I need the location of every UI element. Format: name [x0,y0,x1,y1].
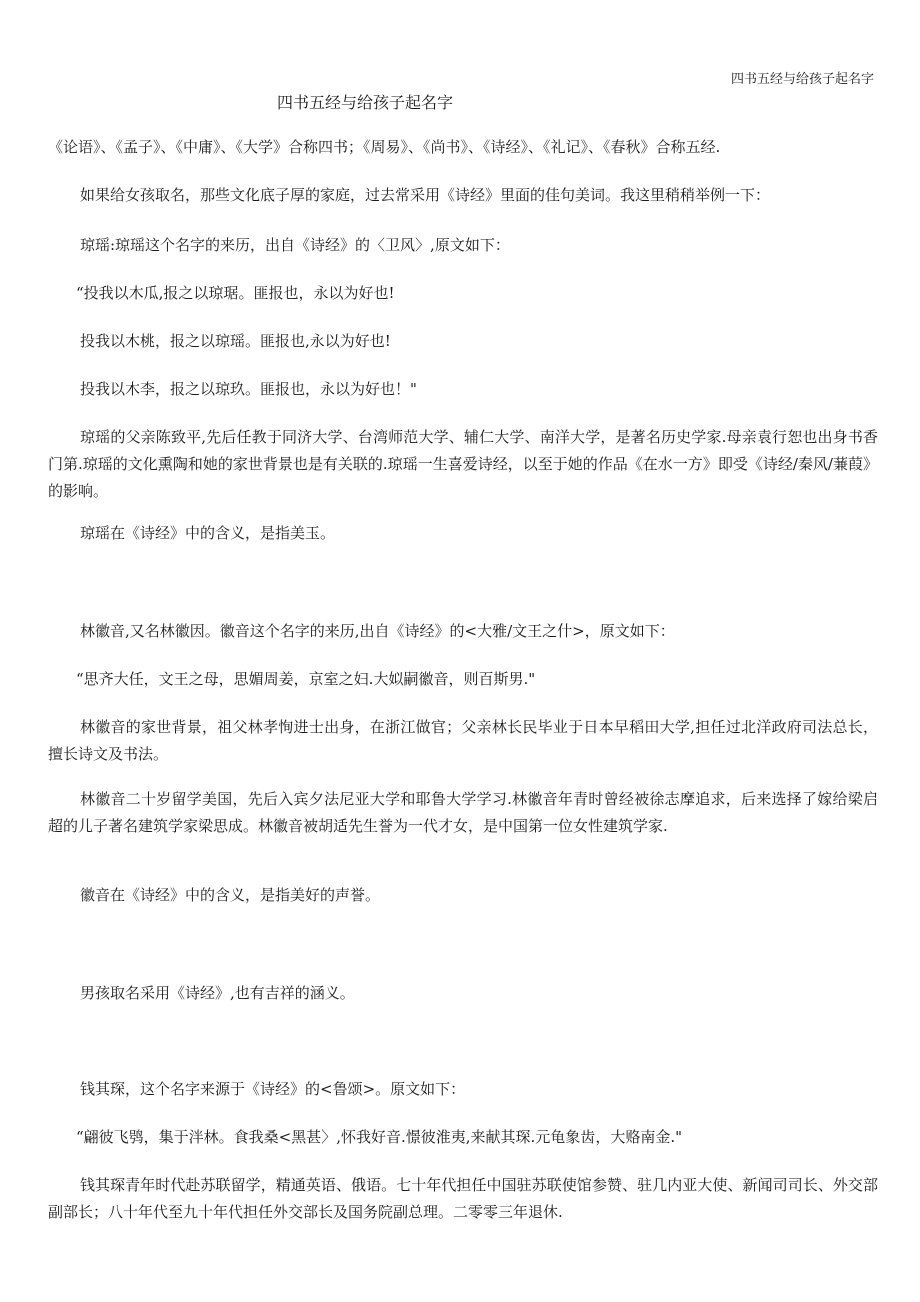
running-header: 四书五经与给孩子起名字 [730,72,874,87]
paragraph-linhuiyin-family: 林徽音的家世背景，祖父林孝恂进士出身，在浙江做官；父亲林长民毕业于日本早稻田大学,担任过北洋政府司法总长，擅长诗文及书法。 [48,718,878,763]
paragraph-qianqichen-career: 钱其琛青年时代赴苏联留学，精通英语、俄语。七十年代担任中国驻苏联使馆参赞、驻几内亚大使、新闻司司长、外交部副部长；八十年代至九十年代担任外交部长及国务院副总理。二零零三年退休. [48,1176,878,1221]
paragraph-qiongyao-meaning: 琼瑶在《诗经》中的含义，是指美玉。 [80,524,336,542]
document-title: 四书五经与给孩子起名字 [277,93,454,112]
paragraph-huiyin-meaning: 徽音在《诗经》中的含义，是指美好的声誉。 [80,886,381,904]
paragraph-girl-names-intro: 如果给女孩取名，那些文化底子厚的家庭，过去常采用《诗经》里面的佳句美词。我这里稍稍举例一下： [80,186,771,204]
paragraph-qiongyao-origin: 琼瑶:琼瑶这个名字的来历，出自《诗经》的〈卫风〉,原文如下： [80,236,510,254]
paragraph-linhuiyin-study: 林徽音二十岁留学美国，先后入宾夕法尼亚大学和耶鲁大学学习.林徽音年青时曾经被徐志摩追求，后来选择了嫁给梁启超的儿子著名建筑学家梁思成。林徽音被胡适先生誉为一代才女，是中国第一位女性建筑学家. [48,790,878,835]
poem-line-2: 投我以木桃，报之以琼瑶。匪报也,永以为好也! [80,332,391,350]
poem-line-3: 投我以木李，报之以琼玖。匪报也，永以为好也！" [80,380,417,398]
poem-daya: “思齐大任，文王之母，思媚周姜，京室之妇.大姒嗣徽音，则百斯男." [76,670,536,688]
paragraph-qiongyao-background: 琼瑶的父亲陈致平,先后任教于同济大学、台湾师范大学、辅仁大学、南洋大学，是著名历史学家.母亲袁行恕也出身书香门第.琼瑶的文化熏陶和她的家世背景也是有关联的.琼瑶一生喜爱诗经，以至于她的作品《在水一方》即受《诗经/秦风/蒹葭》的影响。 [48,428,878,500]
paragraph-boy-names-intro: 男孩取名采用《诗经》,也有吉祥的涵义。 [80,984,355,1002]
paragraph-linhuiyin-origin: 林徽音,又名林徽因。徽音这个名字的来历,出自《诗经》的<大雅/文王之什>，原文如下： [80,622,675,640]
poem-lusong: “翩彼飞鸮，集于泮林。食我桑<黑甚〉,怀我好音.憬彼淮夷,来献其琛.元龟象齿，大赂南金." [76,1128,682,1146]
paragraph-four-books-five-classics: 《论语》、《孟子》、《中庸》、《大学》合称四书；《周易》、《尚书》、《诗经》、《礼记》、《春秋》合称五经. [48,138,721,156]
poem-line-1: “投我以木瓜,报之以琼琚。匪报也，永以为好也! [76,284,395,302]
paragraph-qianqichen-origin: 钱其琛，这个名字来源于《诗经》的<鲁颂>。原文如下： [80,1080,466,1098]
